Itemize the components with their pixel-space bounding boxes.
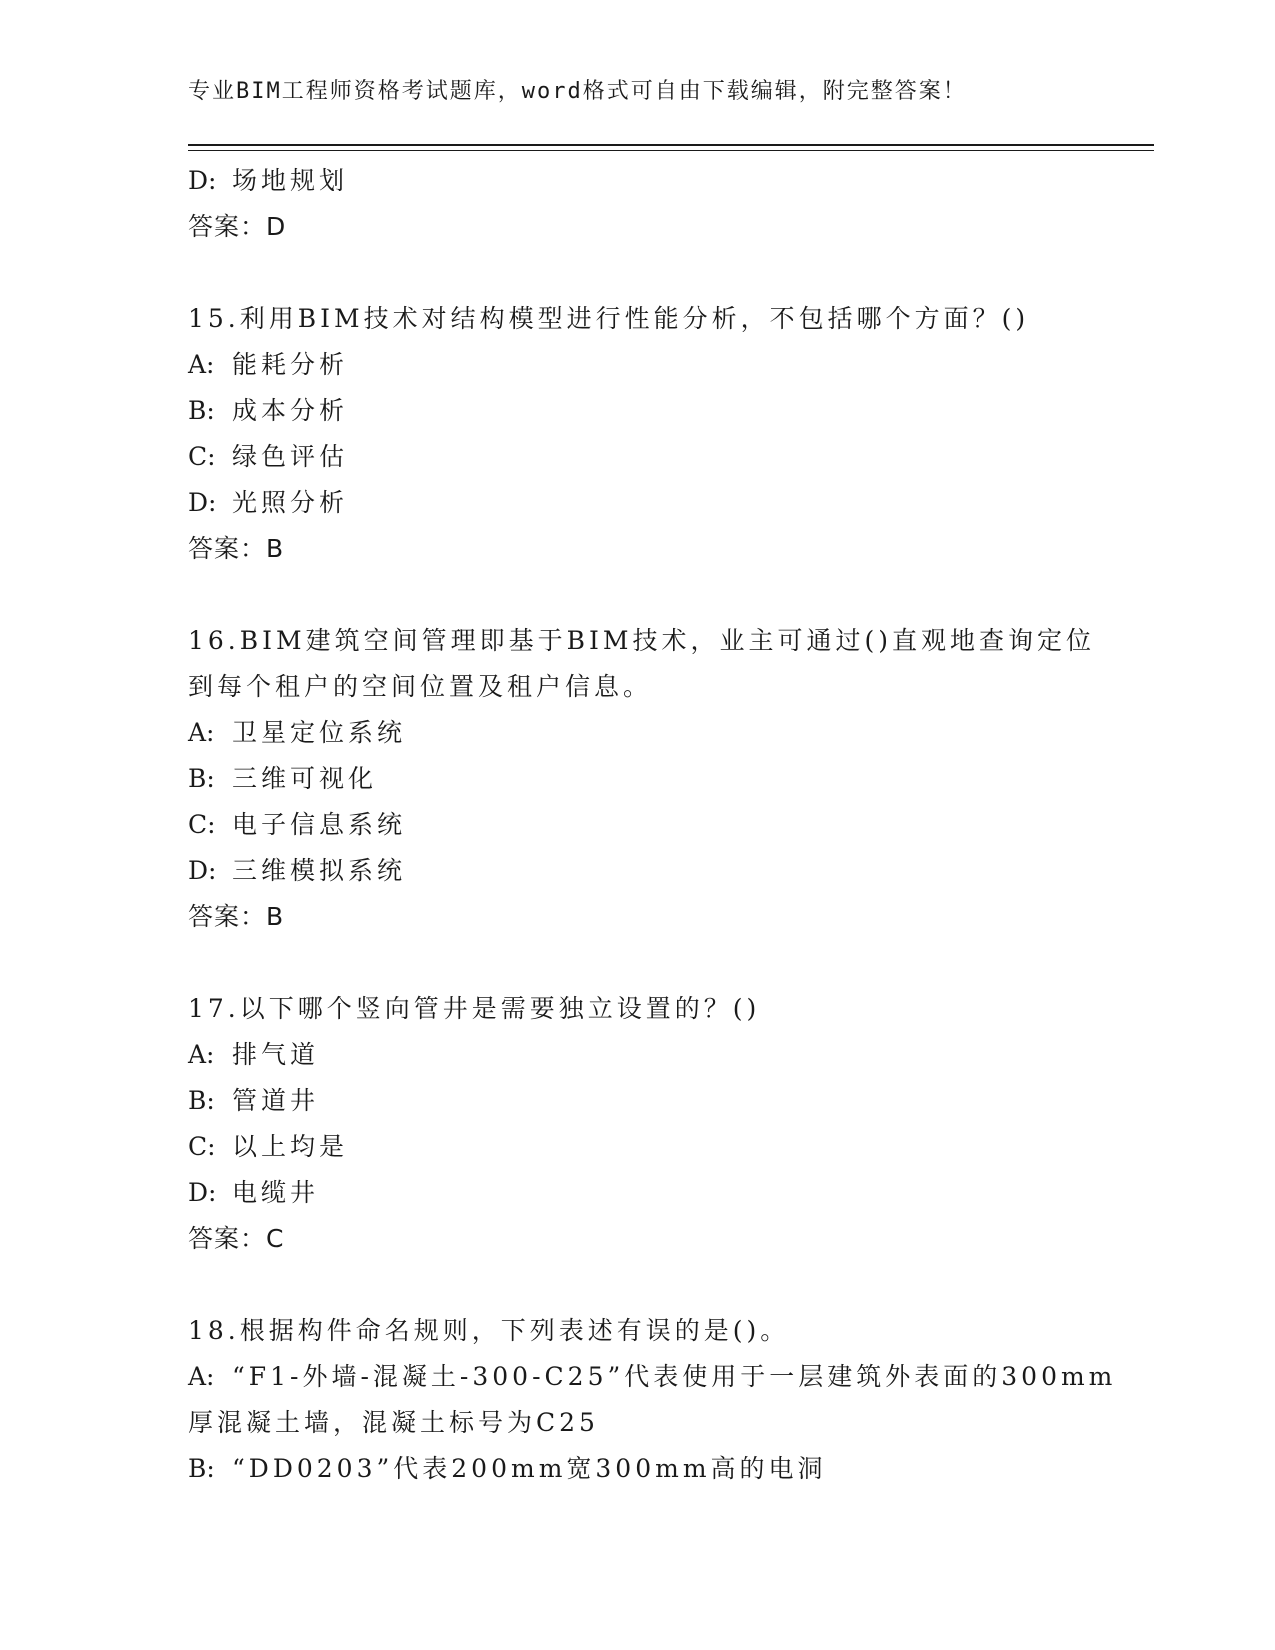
question-stem: 15.利用BIM技术对结构模型进行性能分析，不包括哪个方面？() <box>188 304 1030 333</box>
question-stem: 18.根据构件命名规则，下列表述有误的是()。 <box>188 1316 790 1345</box>
answer: 答案：C <box>188 1224 285 1253</box>
question-stem: 17.以下哪个竖向管井是需要独立设置的？() <box>188 994 761 1023</box>
option-b: B: 三维可视化 <box>188 764 378 793</box>
option-d: D: 场地规划 <box>188 166 349 195</box>
option-c: C: 电子信息系统 <box>188 810 407 839</box>
option-b: B: 管道井 <box>188 1086 320 1115</box>
option-b: B: 成本分析 <box>188 396 349 425</box>
page-header: 专业BIM工程师资格考试题库，word格式可自由下载编辑，附完整答案！ <box>188 79 967 104</box>
option-a: A: 排气道 <box>188 1040 320 1069</box>
question-stem-continued: 到每个租户的空间位置及租户信息。 <box>188 672 653 701</box>
answer: 答案：B <box>188 534 285 563</box>
question-stem: 16.BIM建筑空间管理即基于BIM技术，业主可通过()直观地查询定位 <box>188 626 1095 655</box>
option-c: C: 绿色评估 <box>188 442 349 471</box>
option-d: D: 光照分析 <box>188 488 349 517</box>
option-a: A: “F1-外墙-混凝土-300-C25”代表使用于一层建筑外表面的300mm <box>188 1362 1117 1391</box>
option-a: A: 能耗分析 <box>188 350 349 379</box>
option-a-continued: 厚混凝土墙，混凝土标号为C25 <box>188 1408 599 1437</box>
header-rule-thick <box>188 144 1154 146</box>
option-a: A: 卫星定位系统 <box>188 718 407 747</box>
question-body <box>188 158 1117 1492</box>
answer: 答案：D <box>188 212 287 241</box>
option-d: D: 电缆井 <box>188 1178 320 1207</box>
header-rule-thin <box>188 150 1154 151</box>
answer: 答案：B <box>188 902 285 931</box>
option-d: D: 三维模拟系统 <box>188 856 407 885</box>
option-b: B: “DD0203”代表200mm宽300mm高的电洞 <box>188 1454 827 1483</box>
option-c: C: 以上均是 <box>188 1132 349 1161</box>
